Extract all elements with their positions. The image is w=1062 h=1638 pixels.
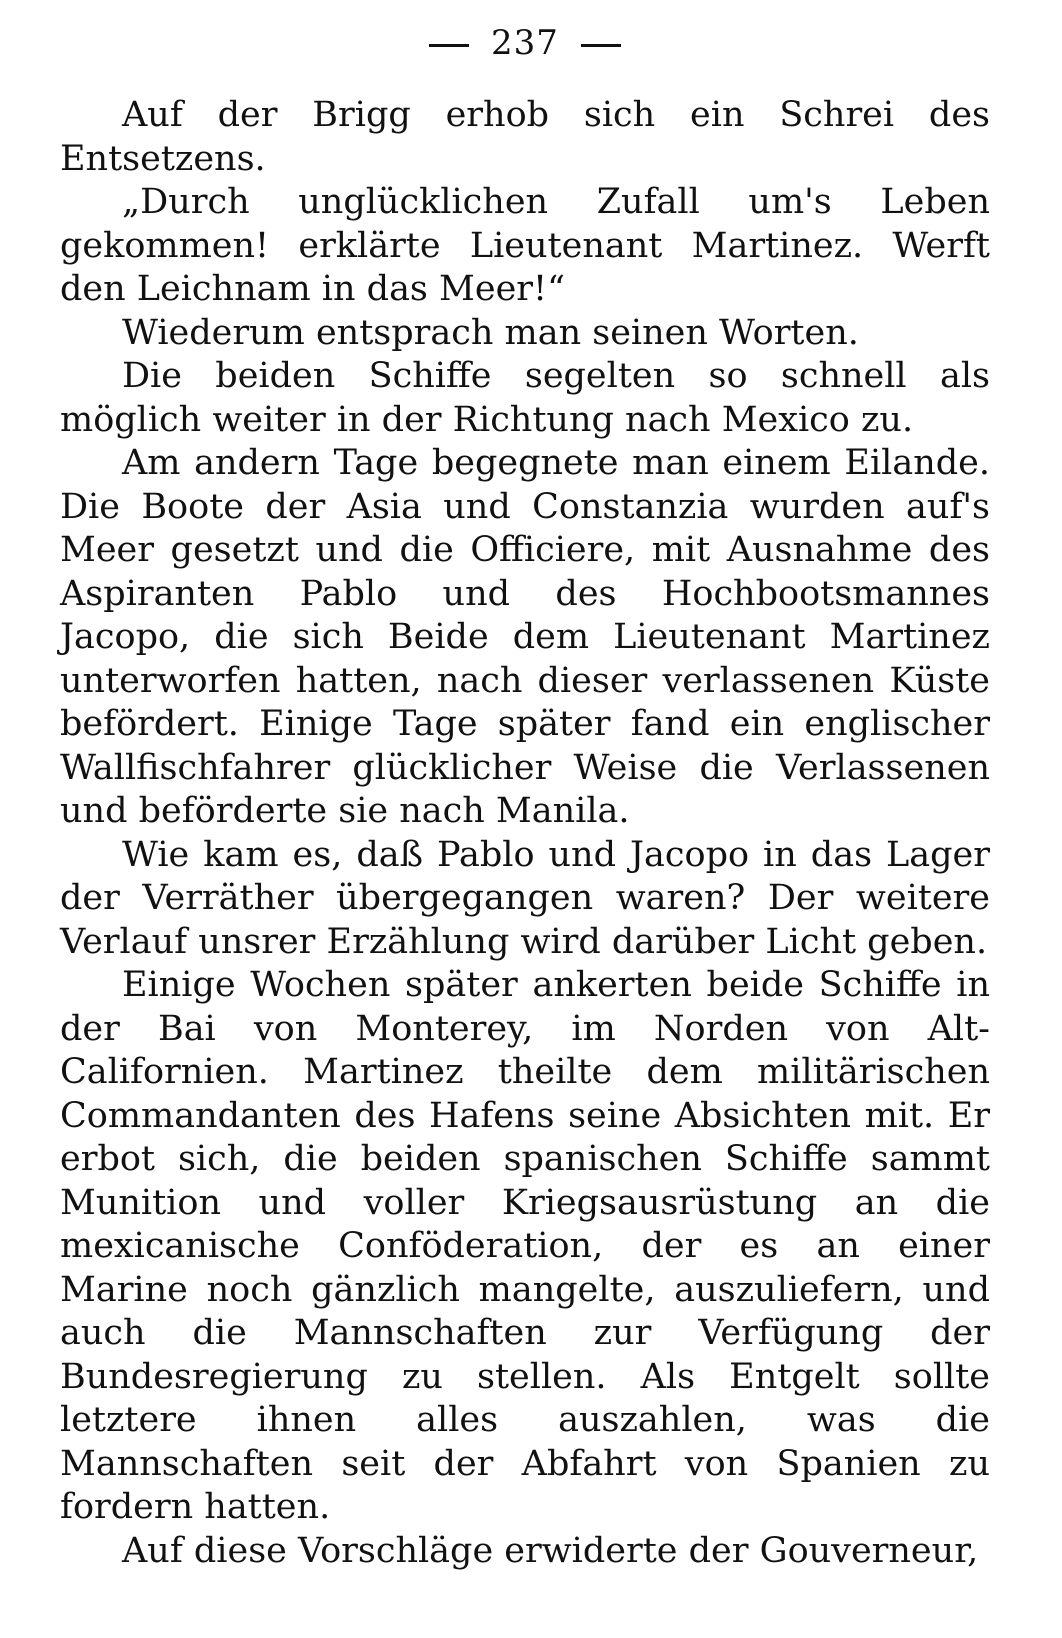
paragraph: Auf der Brigg erhob sich ein Schrei des Entsetzens. <box>60 95 990 179</box>
paragraph: Am andern Tage begegnete man einem Eilande. Die Boote der Asia und Constanzia wurden auf's Meer gesetzt und die Officiere, mit Ausnahme des Aspiranten Pablo und des Hochbootsmannes Jacopo, die sich Beide dem Lieutenant Martinez unterworfen hatten, nach dieser verlassenen Küste befördert. Einige Tage später fand ein englischer Wallfischfahrer glücklicher Weise die Verlassenen und beförderte sie nach Manila. <box>60 443 990 831</box>
paragraph: Die beiden Schiffe segelten so schnell als möglich weiter in der Richtung nach Mexico zu. <box>60 356 990 440</box>
header-dash-left <box>429 44 469 47</box>
paragraph: Einige Wochen später ankerten beide Schiffe in der Bai von Monterey, im Norden von Alt-Californien. Martinez theilte dem militärischen Commandanten des Hafens seine Absichten mit. Er erbot sich, die beiden spanischen Schiffe sammt Munition und voller Kriegsausrüstung an die mexicanische Conföderation, der es an einer Marine noch gänzlich mangelte, auszuliefern, und auch die Mannschaften zur Verfügung der Bundesregierung zu stellen. Als Entgelt sollte letztere ihnen alles auszahlen, was die Mannschaften seit der Abfahrt von Spanien zu fordern hatten. <box>60 965 990 1527</box>
header-dash-right <box>581 44 621 47</box>
paragraph: Auf diese Vorschläge erwiderte der Gouverneur, <box>122 1530 979 1571</box>
paragraph: Wiederum entsprach man seinen Worten. <box>122 312 859 353</box>
paragraph: Wie kam es, daß Pablo und Jacopo in das Lager der Verräther übergegangen waren? Der weitere Verlauf unsrer Erzählung wird darüber Licht geben. <box>60 834 990 962</box>
page-header <box>60 18 990 74</box>
paragraph: „Durch unglücklichen Zufall um's Leben gekommen! erklärte Lieutenant Martinez. Werft den Leichnam in das Meer!“ <box>60 182 990 309</box>
body-text <box>60 94 990 1573</box>
page-number: 237 <box>491 23 559 63</box>
